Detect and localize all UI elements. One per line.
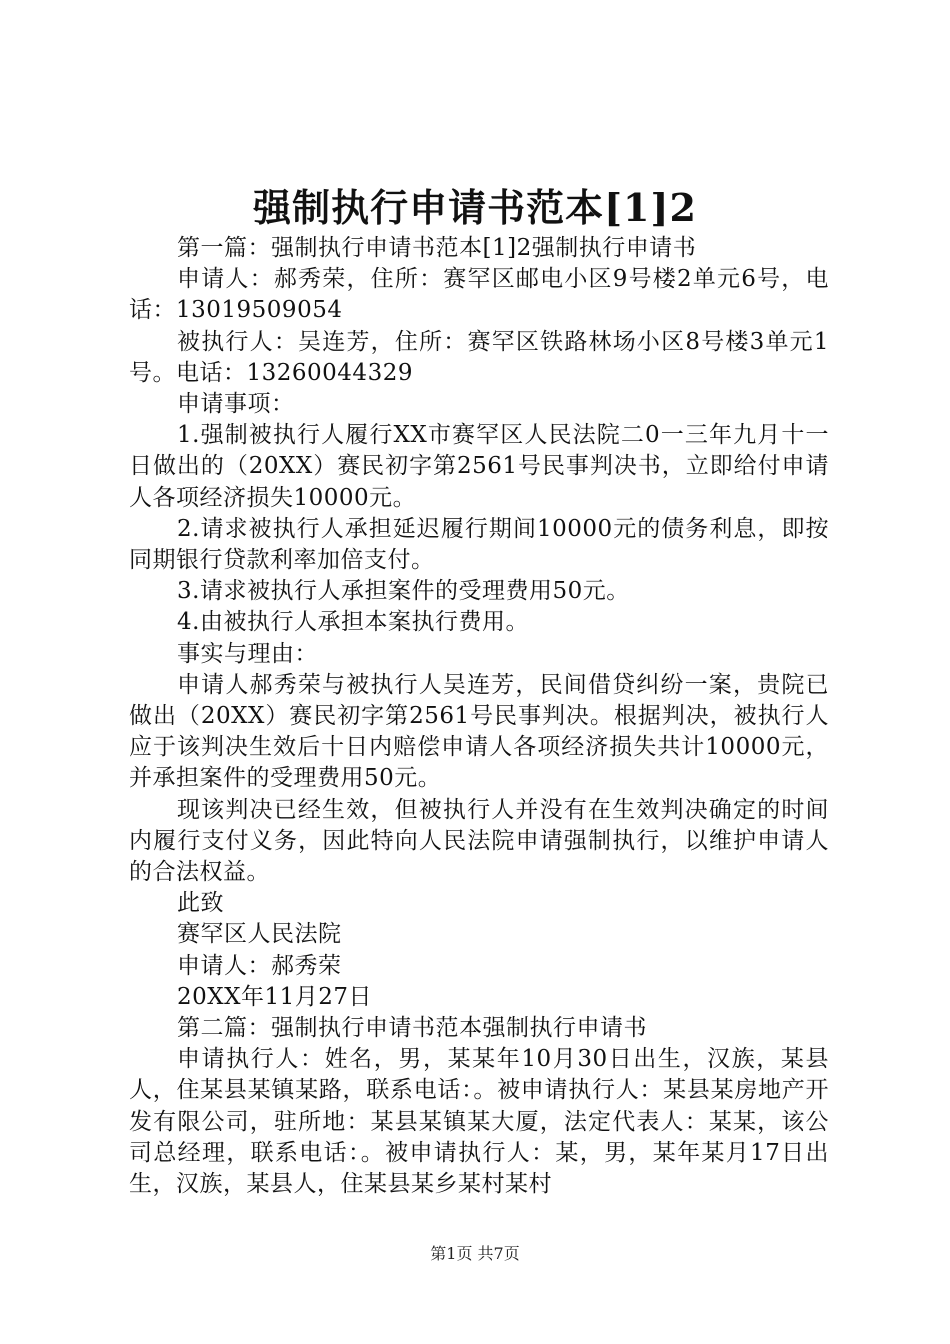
- request-item-4: 4.由被执行人承担本案执行费用。: [177, 609, 529, 636]
- closing-salutation: 此致: [177, 890, 224, 917]
- facts-paragraph: 申请人郝秀荣与被执行人吴连芳，民间借贷纠纷一案，贵院已做出（20XX）赛民初字第2561号民事判决。根据判决，被执行人应于该判决生效后十日内赔偿申请人各项经济损失共计10000元，并承担案件的受理费用50元。: [129, 671, 829, 792]
- reason-paragraph: 现该判决已经生效，但被执行人并没有在生效判决确定的时间内履行支付义务，因此特向人民法院申请强制执行，以维护申请人的合法权益。: [129, 796, 829, 886]
- request-item-1: 1.强制被执行人履行XX市赛罕区人民法院二0一三年九月十一日做出的（20XX）赛民初字第2561号民事判决书，立即给付申请人各项经济损失10000元。: [129, 422, 829, 511]
- request-item-3: 3.请求被执行人承担案件的受理费用50元。: [177, 578, 630, 605]
- applicant-paragraph: 申请人：郝秀荣，住所：赛罕区邮电小区9号楼2单元6号，电话：13019509054: [129, 266, 829, 324]
- applicant-info-paragraph: 申请执行人：姓名，男，某某年10月30日出生，汉族，某县人，住某县某镇某路，联系电话：。被申请执行人：某县某房地产开发有限公司，驻所地：某县某镇某大厦，法定代表人：某某，该公司总经理，联系电话：。被申请执行人：某，男，某年某月17日出生，汉族，某县人，住某县某乡某村某村: [129, 1046, 829, 1198]
- date-line: 20XX年11月27日: [177, 983, 373, 1010]
- facts-heading: 事实与理由：: [177, 640, 318, 667]
- signature-line: 申请人：郝秀荣: [177, 952, 342, 979]
- respondent-paragraph: 被执行人：吴连芳，住所：赛罕区铁路林场小区8号楼3单元1号。电话：13260044329: [129, 328, 829, 386]
- request-items-heading: 申请事项：: [177, 391, 295, 418]
- document-body: [129, 233, 829, 1200]
- section-heading-2: 第二篇：强制执行申请书范本强制执行申请书: [177, 1015, 647, 1042]
- court-name: 赛罕区人民法院: [177, 921, 342, 948]
- page-footer: 第1页 共7页: [430, 1244, 520, 1263]
- document-title: 强制执行申请书范本[1]2: [253, 185, 697, 230]
- section-heading-1: 第一篇：强制执行申请书范本[1]2强制执行申请书: [177, 235, 697, 261]
- request-item-2: 2.请求被执行人承担延迟履行期间10000元的债务利息，即按同期银行贷款利率加倍支付。: [129, 515, 829, 574]
